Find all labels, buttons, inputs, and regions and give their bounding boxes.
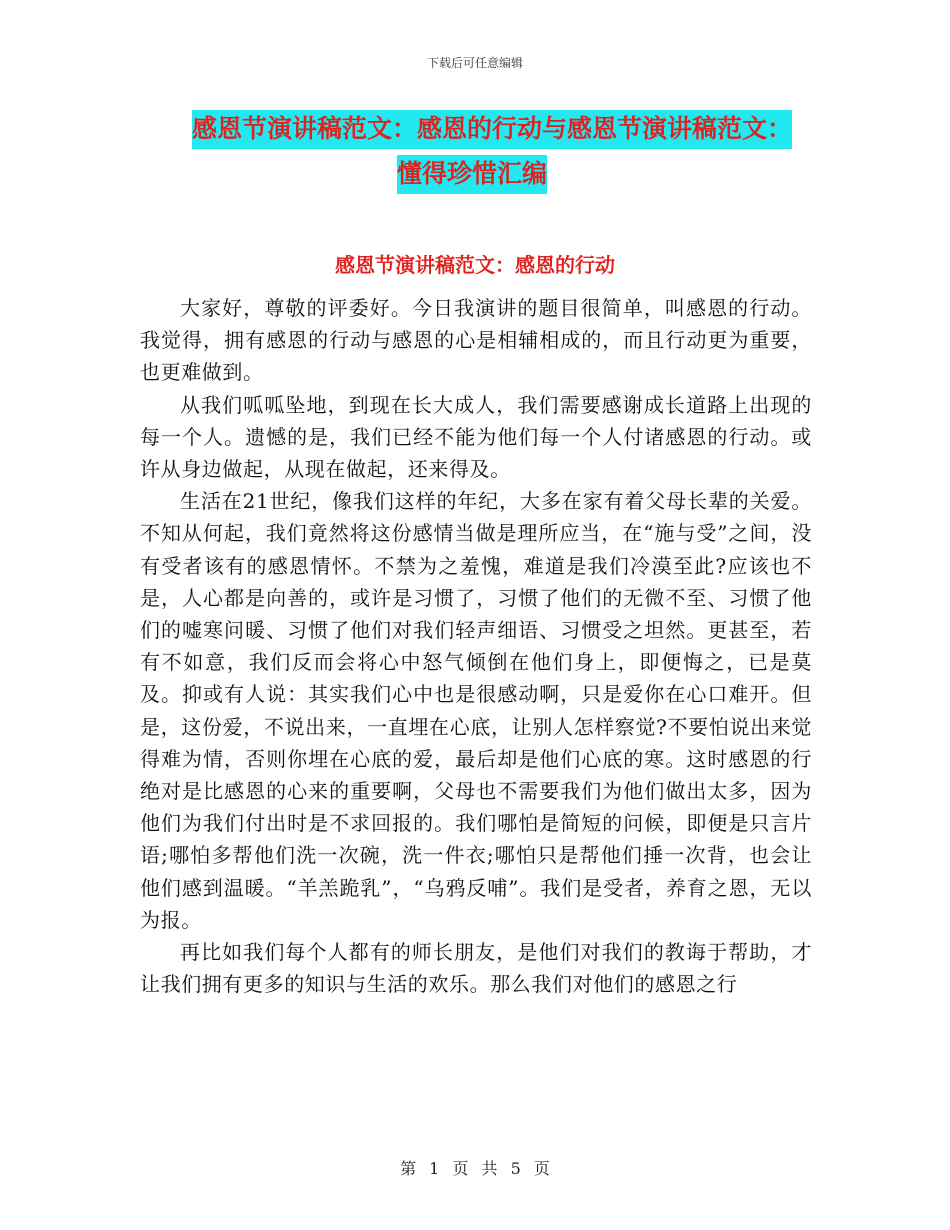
title-line-2-text: 懂得珍惜汇编 xyxy=(397,155,547,194)
page-footer: 第 1 页 共 5 页 xyxy=(400,1159,550,1178)
body-text xyxy=(140,292,812,1000)
document-title xyxy=(192,106,832,196)
paragraph: 再比如我们每个人都有的师长朋友，是他们对我们的教诲于帮助，才让我们拥有更多的知识与生活的欢乐。那么我们对他们的感恩之行 xyxy=(140,940,812,997)
paragraph: 大家好，尊敬的评委好。今日我演讲的题目很简单，叫感恩的行动。我觉得，拥有感恩的行动与感恩的心是相辅相成的，而且行动更为重要，也更难做到。 xyxy=(140,296,812,385)
section-title: 感恩节演讲稿范文：感恩的行动 xyxy=(335,253,615,277)
title-line-1-text: 感恩节演讲稿范文：感恩的行动与感恩节演讲稿范文： xyxy=(192,110,792,149)
header-note: 下载后可任意编辑 xyxy=(426,56,523,70)
title-line-1 xyxy=(192,106,832,151)
title-line-2 xyxy=(192,151,832,196)
paragraph: 从我们呱呱坠地，到现在长大成人，我们需要感谢成长道路上出现的每一个人。遗憾的是，我们已经不能为他们每一个人付诸感恩的行动。或许从身边做起，从现在做起，还来得及。 xyxy=(140,392,812,482)
paragraph: 生活在21世纪，像我们这样的年纪，大多在家有着父母长辈的关爱。不知从何起，我们竟然将这份感情当做是理所应当，在“施与受”之间，没有受者该有的感恩情怀。不禁为之羞愧，难道是我们冷漠至此?应该也不是，人心都是向善的，或许是习惯了，习惯了他们的无微不至、习惯了他们的嘘寒问暖、习惯了他们对我们轻声细语、习惯受之坦然。更甚至，若有不如意，我们反而会将心中怒气倾倒在他们身上，即便悔之，已是莫及。抑或有人说：其实我们心中也是很感动啊，只是爱你在心口难开。但是，这份爱，不说出来，一直埋在心底，让别人怎样察觉?不要怕说出来觉得难为情，否则你埋在心底的爱，最后却是他们心底的寒。这时感恩的行绝对是比感恩的心来的重要啊，父母也不需要我们为他们做出太多，因为他们为我们付出时是不求回报的。我们哪怕是简短的问候，即便是只言片语;哪怕多帮他们洗一次碗，洗一件衣;哪怕只是帮他们捶一次背，也会让他们感到温暖。“羊羔跪乳”，“乌鸦反哺”。我们是受者，养育之恩，无以为报。 xyxy=(140,489,812,932)
